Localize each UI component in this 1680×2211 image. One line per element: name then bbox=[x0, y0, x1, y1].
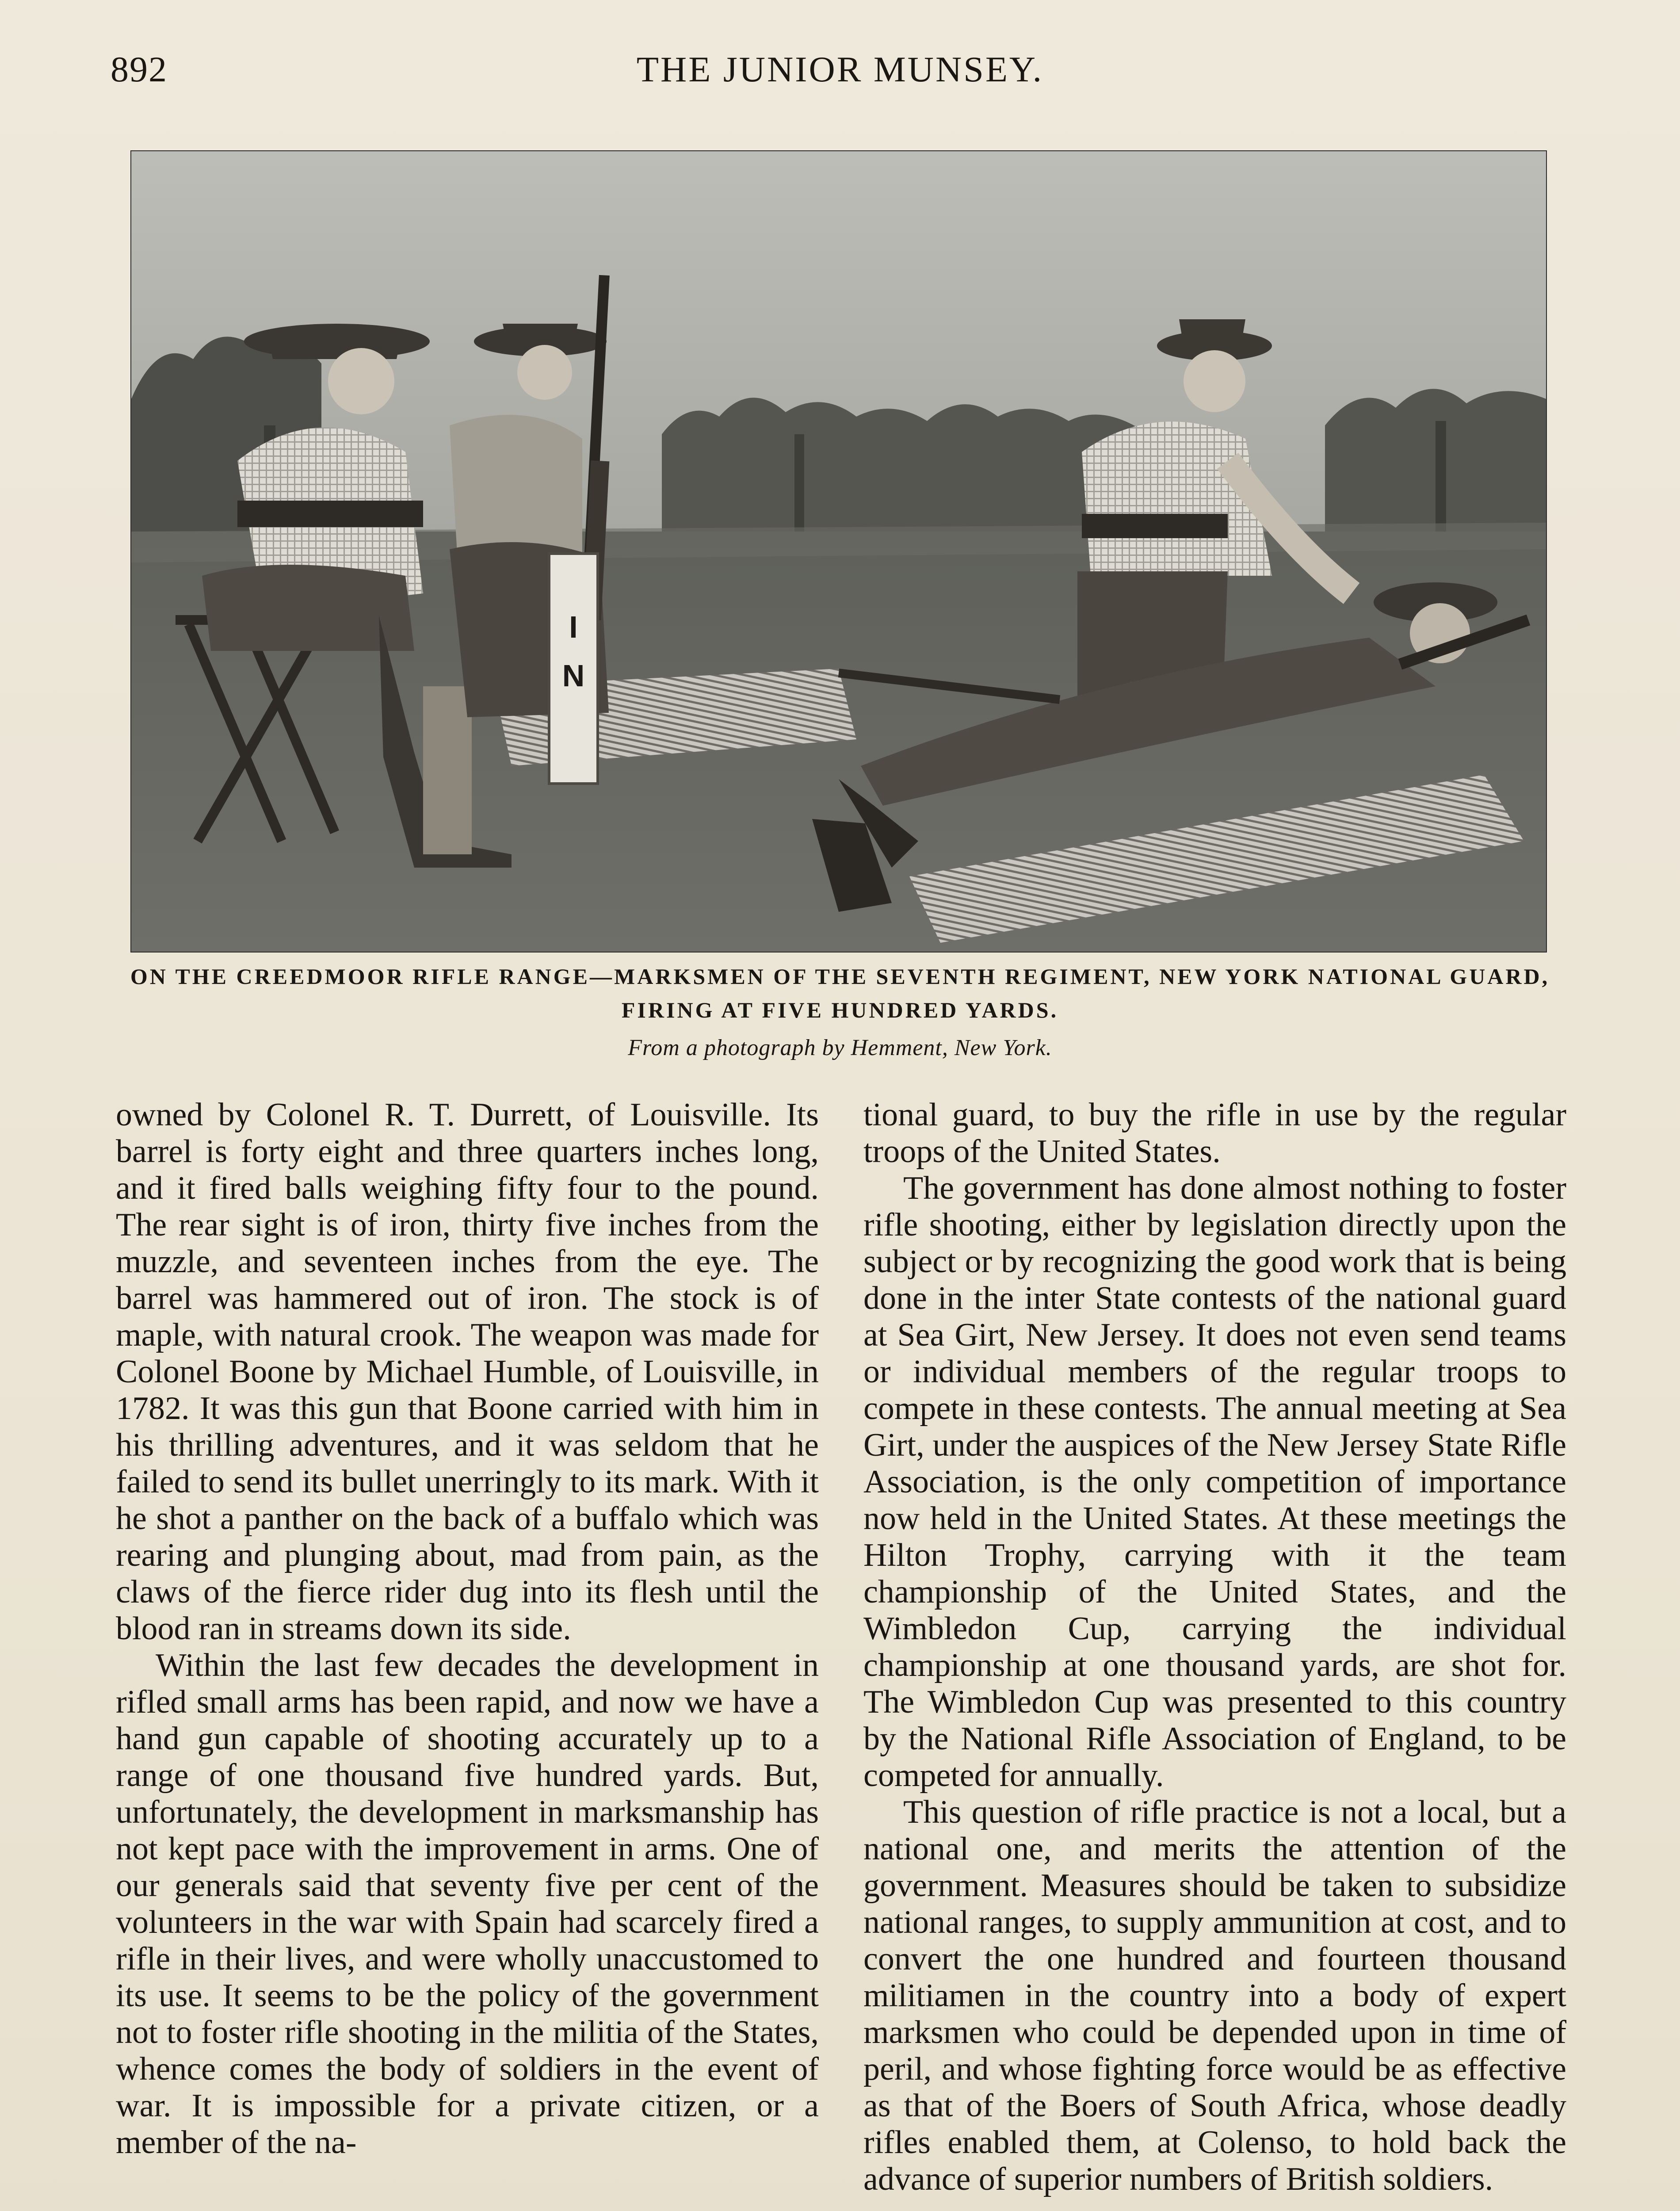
paragraph: Within the last few decades the development in rifled small arms has been rapid, and now we have a hand gun capable of shooting accurately up to a range of one thousand five hundred yards. But, unfortunately, the development in marksmanship has not kept pace with the improvement in arms. One of our generals said that seventy five per cent of the volunteers in the war with Spain had scarcely fired a rifle in their lives, and were wholly unaccustomed to its use. It seems to be the policy of the government not to foster rifle shooting in the militia of the States, whence comes the body of soldiers in the event of war. It is impossible for a private citizen, or a member of the na- bbox=[116, 1647, 819, 2161]
running-head: THE JUNIOR MUNSEY. bbox=[636, 49, 1044, 89]
photo-illustration bbox=[131, 151, 1546, 952]
photo-credit: From a photograph by Hemment, New York. bbox=[628, 1035, 1052, 1060]
paragraph: The government has done almost nothing to foster rifle shooting, either by legislation directly upon the subject or by recognizing the good work that is being done in the inter State contests of the national guard at Sea Girt, New Jersey. It does not even send teams or individual members of the regular troops to compete in these contests. The annual meeting at Sea Girt, under the auspices of the New Jersey State Rifle Association, is the only competition of importance now held in the United States. At these meetings the Hilton Trophy, carrying with it the team championship of the United States, and the Wimbledon Cup, carrying the individual championship at one thousand yards, are shot for. The Wimbledon Cup was presented to this country by the National Rifle Association of England, to be competed for annually. bbox=[863, 1170, 1566, 1794]
text-column-left bbox=[116, 1097, 819, 2161]
page-number: 892 bbox=[111, 49, 168, 89]
paragraph: This question of rifle practice is not a local, but a national one, and merits the attention of the government. Measures should be taken to subsidize national ranges, to supply ammunition at cost, and to convert the one hundred and fourteen thousand militiamen in the country into a body of expert marksmen who could be depended upon in time of peril, and whose fighting force would be as effective as that of the Boers of South Africa, whose deadly rifles enabled them, at Colenso, to hold back the advance of superior numbers of British soldiers. bbox=[863, 1794, 1566, 2197]
svg-text:I: I bbox=[569, 610, 578, 644]
photograph-marksmen bbox=[130, 150, 1547, 952]
paragraph: tional guard, to buy the rifle in use by the regular troops of the United States. bbox=[863, 1097, 1566, 1170]
photo-caption: ON THE CREEDMOOR RIFLE RANGE—MARKSMEN OF THE SEVENTH REGIMENT, NEW YORK NATIONAL GUARD, FIRING AT FIVE HUNDRED YARDS. bbox=[130, 964, 1550, 1022]
text-column-right bbox=[863, 1097, 1566, 2198]
paragraph: owned by Colonel R. T. Durrett, of Louisville. Its barrel is forty eight and three quarters inches long, and it fired balls weighing fifty four to the pound. The rear sight is of iron, thirty five inches from the muzzle, and seventeen inches from the eye. The barrel was hammered out of iron. The stock is of maple, with natural crook. The weapon was made for Colonel Boone by Michael Humble, of Louisville, in 1782. It was this gun that Boone carried with him in his thrilling adventures, and it was seldom that he failed to send its bullet unerringly to its mark. With it he shot a panther on the back of a buffalo which was rearing and plunging about, mad from pain, as the claws of the fierce rider dug into its flesh until the blood ran in streams down its side. bbox=[116, 1097, 819, 1647]
page-header bbox=[111, 49, 1569, 102]
range-post bbox=[549, 554, 598, 784]
range-post-letter: N bbox=[562, 658, 585, 693]
